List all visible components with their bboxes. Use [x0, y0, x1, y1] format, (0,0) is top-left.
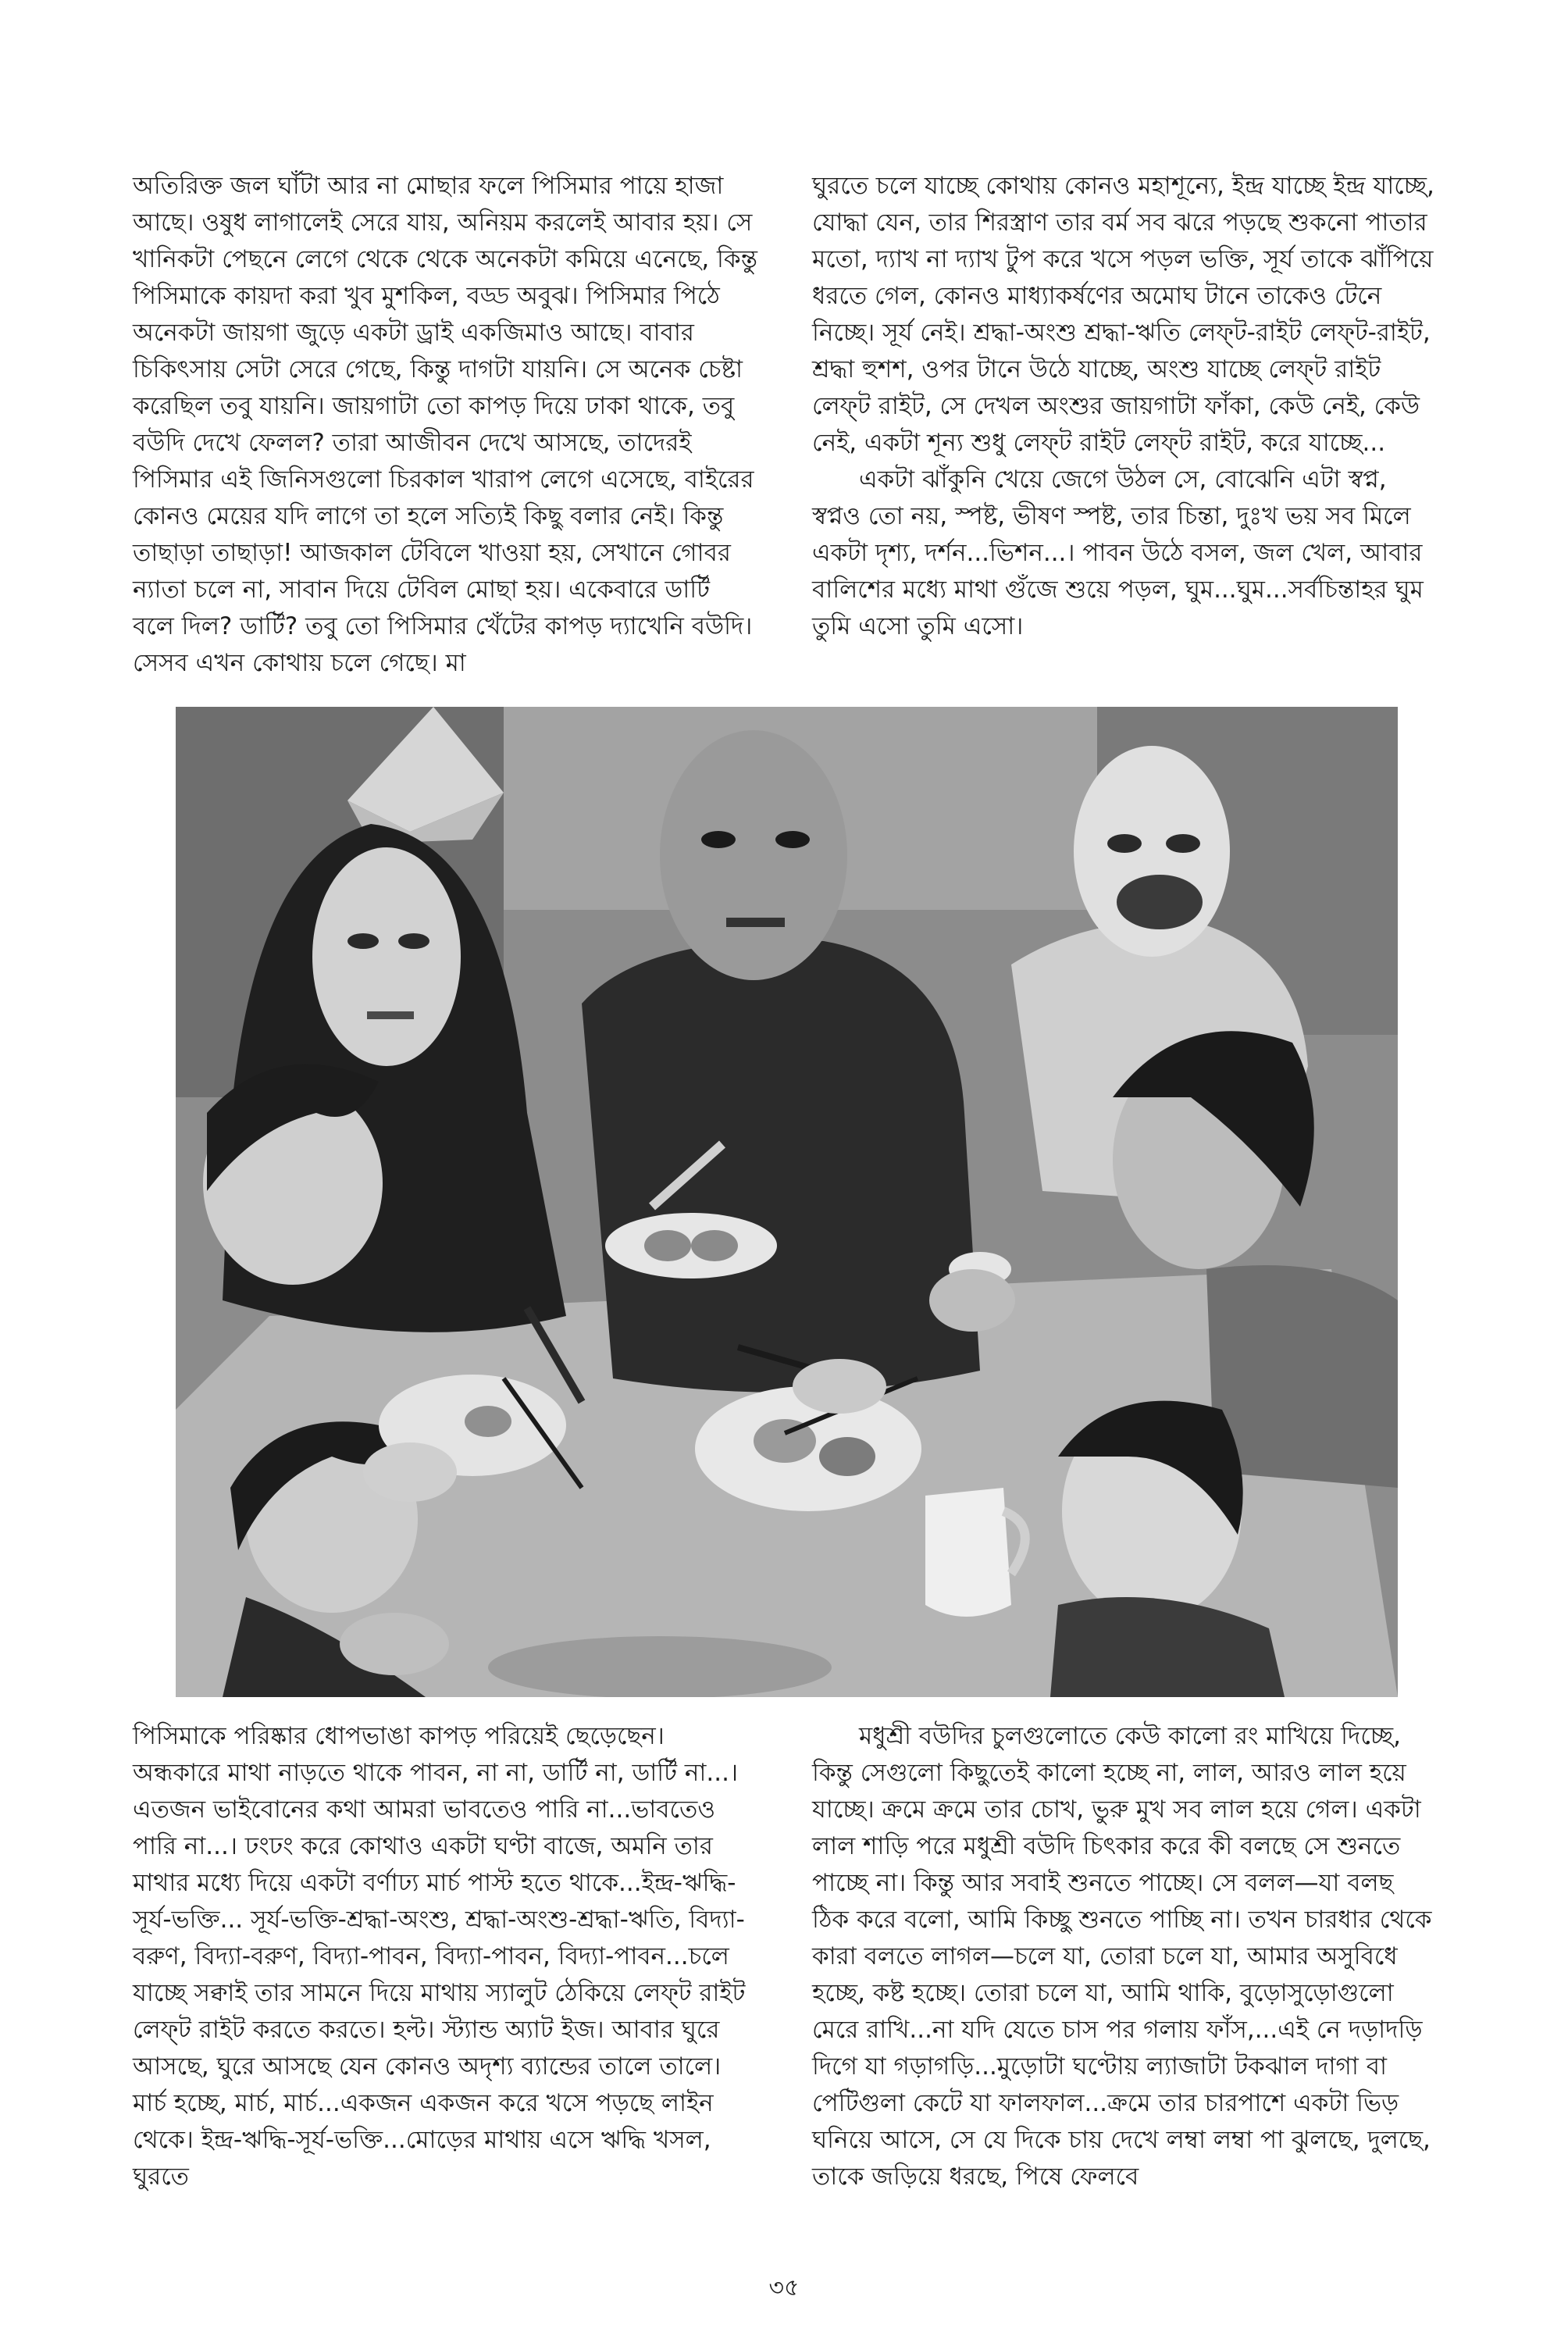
text-column-bottom-left — [133, 1718, 757, 2195]
page-number: ৩৫ — [768, 2274, 800, 2302]
paragraph: অতিরিক্ত জল ঘাঁটা আর না মোছার ফলে পিসিমার পায়ে হাজা আছে। ওষুধ লাগালেই সেরে যায়, অনিয়ম করলেই আবার হয়। সে খানিকটা পেছনে লেগে থেকে থেকে অনেকটা কমিয়ে এনেছে, কিন্তু পিসিমাকে কায়দা করা খুব মুশকিল, বড্ড অবুঝ। পিসিমার পিঠে অনেকটা জায়গা জুড়ে একটা ড্রাই একজিমাও আছে। বাবার চিকিৎসায় সেটা সেরে গেছে, কিন্তু দাগটা যায়নি। সে অনেক চেষ্টা করেছিল তবু যায়নি। জায়গাটা তো কাপড় দিয়ে ঢাকা থাকে, তবু বউদি দেখে ফেলল? তারা আজীবন দেখে আসছে, তাদেরই পিসিমার এই জিনিসগুলো চিরকাল খারাপ লেগে এসেছে, বাইরের কোনও মেয়ের যদি লাগে তা হলে সত্যিই কিছু বলার নেই। কিন্তু তাছাড়া তাছাড়া! আজকাল টেবিলে খাওয়া হয়, সেখানে গোবর ন্যাতা চলে না, সাবান দিয়ে টেবিল মোছা হয়। একেবারে ডার্টি বলে দিল? ডার্টি? তবু তো পিসিমার খেঁটের কাপড় দ্যাখেনি বউদি। সেসব এখন কোথায় চলে গেছে। মা — [133, 172, 757, 677]
text-column-bottom-right — [812, 1718, 1437, 2195]
paragraph: ঘুরতে চলে যাচ্ছে কোথায় কোনও মহাশূন্যে, ইন্দ্র যাচ্ছে ইন্দ্র যাচ্ছে, যোদ্ধা যেন, তার শিরস্ত্রাণ তার বর্ম সব ঝরে পড়ছে শুকনো পাতার মতো, দ্যাখ না দ্যাখ টুপ করে খসে পড়ল ভক্তি, সূর্য তাকে ঝাঁপিয়ে ধরতে গেল, কোনও মাধ্যাকর্ষণের অমোঘ টানে তাকেও টেনে নিচ্ছে। সূর্য নেই। শ্রদ্ধা-অংশু শ্রদ্ধা-ঋতি লেফ্‌ট-রাইট লেফ্‌ট-রাইট, শ্রদ্ধা হুশশ, ওপর টানে উঠে যাচ্ছে, অংশু যাচ্ছে লেফ্‌ট রাইট লেফ্‌ট রাইট, সে দেখল অংশুর জায়গাটা ফাঁকা, কেউ নেই, কেউ নেই, একটা শূন্য শুধু লেফ্‌ট রাইট লেফ্‌ট রাইট, করে যাচ্ছে... — [812, 172, 1434, 457]
paragraph: একটা ঝাঁকুনি খেয়ে জেগে উঠল সে, বোঝেনি এটা স্বপ্ন, স্বপ্নও তো নয়, স্পষ্ট, ভীষণ স্পষ্ট, তার চিন্তা, দুঃখ ভয় সব মিলে একটা দৃশ্য, দর্শন...ভিশন...। পাবন উঠে বসল, জল খেল, আবার বালিশের মধ্যে মাথা গুঁজে শুয়ে পড়ল, ঘুম...ঘুম...সর্বচিন্তাহর ঘুম তুমি এসো তুমি এসো। — [812, 465, 1424, 640]
dinner-table-painting — [176, 707, 1398, 1697]
paragraph: মধুশ্রী বউদির চুলগুলোতে কেউ কালো রং মাখিয়ে দিচ্ছে, কিন্তু সেগুলো কিছুতেই কালো হচ্ছে না, লাল, আরও লাল হয়ে যাচ্ছে। ক্রমে ক্রমে তার চোখ, ভুরু মুখ সব লাল হয়ে গেল। একটা লাল শাড়ি পরে মধুশ্রী বউদি চিৎকার করে কী বলছে সে শুনতে পাচ্ছে না। কিন্তু আর সবাই শুনতে পাচ্ছে। সে বলল—যা বলছ ঠিক করে বলো, আমি কিচ্ছু শুনতে পাচ্ছি না। তখন চারধার থেকে কারা বলতে লাগল—চলে যা, তোরা চলে যা, আমার অসুবিধে হচ্ছে, কষ্ট হচ্ছে। তোরা চলে যা, আমি থাকি, বুড়োসুড়োগুলো মেরে রাখি...না যদি যেতে চাস পর গলায় ফাঁস,...এই নে দড়াদড়ি দিগে যা গড়াগড়ি...মুড়োটা ঘণ্টোয় ল্যাজাটা টকঝাল দাগা বা পেটিগুলা কেটে যা ফালফাল...ক্রমে তার চারপাশে একটা ভিড় ঘনিয়ে আসে, সে যে দিকে চায় দেখে লম্বা লম্বা পা ঝুলছে, দুলছে, তাকে জড়িয়ে ধরছে, পিষে ফেলবে — [812, 1722, 1432, 2191]
paragraph: পিসিমাকে পরিষ্কার ধোপভাঙা কাপড় পরিয়েই ছেড়েছেন। অন্ধকারে মাথা নাড়তে থাকে পাবন, না না, ডার্টি না, ডার্টি না...। এতজন ভাইবোনের কথা আমরা ভাবতেও পারি না...ভাবতেও পারি না...। ঢংঢং করে কোথাও একটা ঘণ্টা বাজে, অমনি তার মাথার মধ্যে দিয়ে একটা বর্ণাঢ্য মার্চ পাস্ট হতে থাকে...ইন্দ্র-ঋদ্ধি-সূর্য-ভক্তি... সূর্য-ভক্তি-শ্রদ্ধা-অংশু, শ্রদ্ধা-অংশু-শ্রদ্ধা-ঋতি, বিদ্যা-বরুণ, বিদ্যা-বরুণ, বিদ্যা-পাবন, বিদ্যা-পাবন, বিদ্যা-পাবন...চলে যাচ্ছে সক্বাই তার সামনে দিয়ে মাথায় স্যালুট ঠেকিয়ে লেফ্‌ট রাইট লেফ্‌ট রাইট করতে করতে। হল্ট। স্ট্যান্ড অ্যাট ইজ। আবার ঘুরে আসছে, ঘুরে আসছে যেন কোনও অদৃশ্য ব্যান্ডের তালে তালে। মার্চ হচ্ছে, মার্চ, মার্চ...একজন একজন করে খসে পড়ছে লাইন থেকে। ইন্দ্র-ঋদ্ধি-সূর্য-ভক্তি...মোড়ের মাথায় এসে ঋদ্ধি খসল, ঘুরতে — [133, 1722, 746, 2191]
text-column-top-right — [812, 168, 1437, 645]
text-column-top-left — [133, 168, 757, 682]
